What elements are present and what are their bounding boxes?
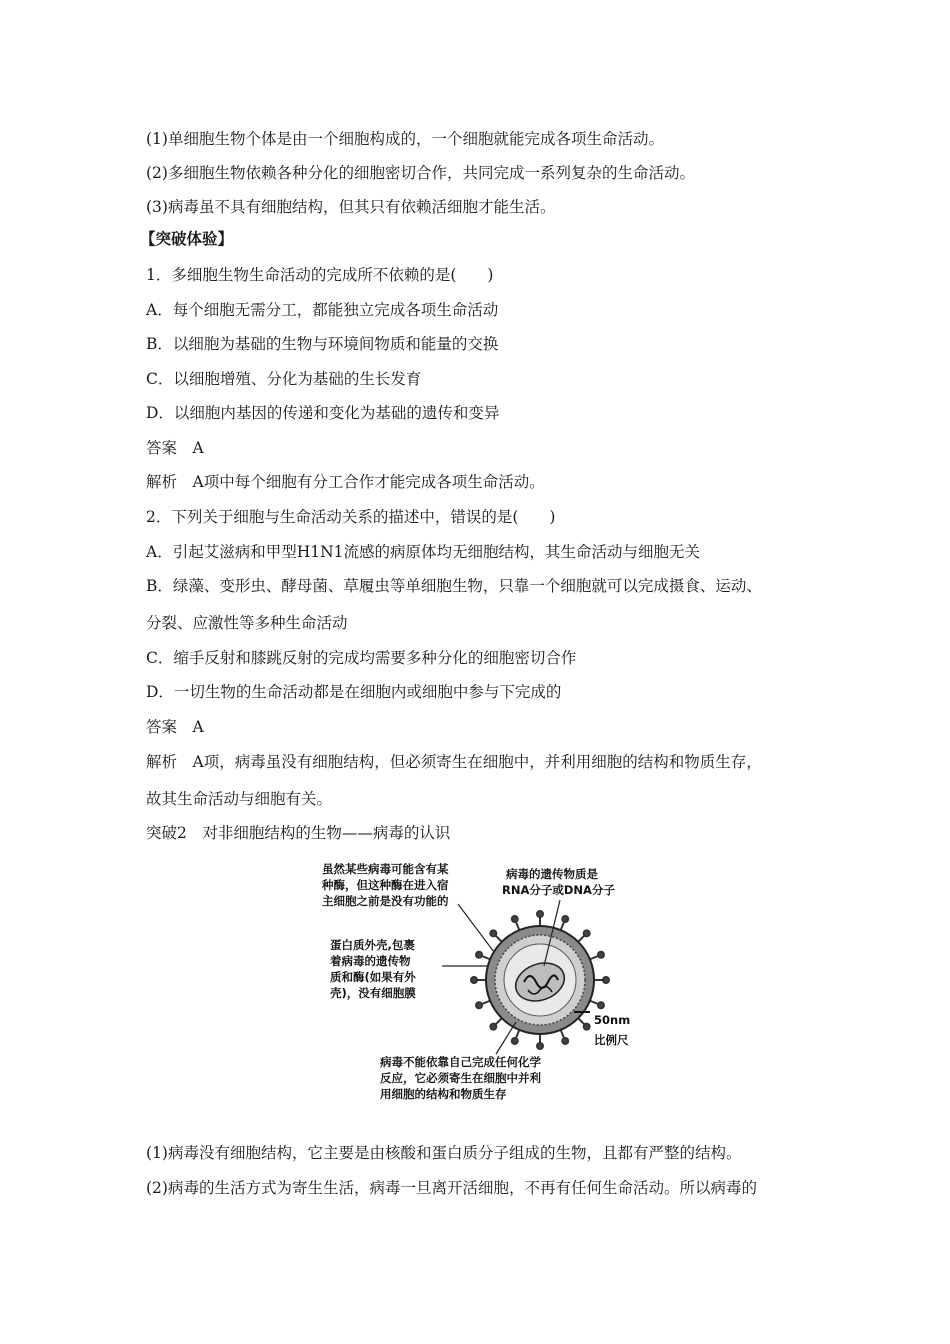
q1-analysis: 解析 A项中每个细胞有分工合作才能完成各项生命活动。	[146, 473, 545, 491]
spike-tip	[598, 1002, 604, 1008]
spike-tip	[603, 977, 609, 983]
summary-point-2: (2)多细胞生物依赖各种分化的细胞密切合作，共同完成一系列复杂的生命活动。	[146, 164, 695, 182]
label-enzyme-1: 虽然某些病毒可能含有某	[322, 862, 449, 876]
q2-stem: 2．下列关于细胞与生命活动关系的描述中，错误的是( )	[146, 508, 556, 526]
breakthrough-2-title: 突破2 对非细胞结构的生物——病毒的认识	[146, 824, 451, 842]
q1-option-a: A．每个细胞无需分工，都能独立完成各项生命活动	[146, 301, 499, 319]
virus-diagram-svg	[318, 856, 638, 1116]
spike-tip	[476, 952, 482, 958]
label-capsid-4: 壳)，没有细胞膜	[330, 986, 416, 1000]
scale-value: 50nm	[594, 1013, 631, 1027]
label-capsid-1: 蛋白质外壳,包裹	[330, 938, 415, 952]
q1-option-b: B．以细胞为基础的生物与环境间物质和能量的交换	[146, 335, 499, 353]
summary-point-3: (3)病毒虽不具有细胞结构，但其只有依赖活细胞才能生活。	[146, 198, 556, 216]
spike-tip	[537, 1043, 543, 1049]
virus-diagram	[318, 856, 638, 1116]
spike-tip	[512, 916, 518, 922]
spike-tip	[598, 952, 604, 958]
q1-answer: 答案 A	[146, 439, 204, 457]
label-enzyme-2: 种酶，但这种酶在进入宿	[322, 878, 449, 892]
q2-answer: 答案 A	[146, 718, 204, 736]
spike-tip	[584, 930, 590, 936]
spike-tip	[562, 916, 568, 922]
q2-analysis-2: 故其生命活动与细胞有关。	[146, 790, 333, 808]
label-capsid-2: 着病毒的遗传物	[330, 954, 411, 968]
spike-tip	[490, 930, 496, 936]
label-parasite-1: 病毒不能依靠自己完成任何化学	[380, 1055, 541, 1069]
spike-tip	[512, 1038, 518, 1044]
q2-option-b: B．绿藻、变形虫、酵母菌、草履虫等单细胞生物，只靠一个细胞就可以完成摄食、运动、	[146, 577, 762, 595]
q1-stem: 1．多细胞生物生命活动的完成所不依赖的是( )	[146, 266, 494, 284]
q2-option-c: C．缩手反射和膝跳反射的完成均需要多种分化的细胞密切合作	[146, 649, 577, 667]
label-capsid-3: 质和酶(如果有外	[330, 970, 416, 984]
label-genetic-1: 病毒的遗传物质是	[506, 867, 598, 881]
q1-option-c: C．以细胞增殖、分化为基础的生长发育	[146, 370, 422, 388]
label-enzyme-3: 主细胞之前是没有功能的	[322, 894, 449, 908]
virus-point-2: (2)病毒的生活方式为寄生生活，病毒一旦离开活细胞，不再有任何生命活动。所以病毒的	[146, 1179, 757, 1197]
scale-label: 比例尺	[594, 1033, 629, 1047]
spike-tip	[537, 911, 543, 917]
virus-point-1: (1)病毒没有细胞结构，它主要是由核酸和蛋白质分子组成的生物，且都有严整的结构。	[146, 1144, 742, 1162]
label-parasite-3: 用细胞的结构和物质生存	[380, 1087, 507, 1101]
spike-tip	[476, 1002, 482, 1008]
q2-option-d: D．一切生物的生命活动都是在细胞内或细胞中参与下完成的	[146, 683, 562, 701]
leader-enzyme	[458, 904, 494, 952]
q1-option-d: D．以细胞内基因的传递和变化为基础的遗传和变异	[146, 404, 500, 422]
spike-tip	[584, 1024, 590, 1030]
spike-tip	[471, 977, 477, 983]
q2-analysis-1: 解析 A项，病毒虽没有细胞结构，但必须寄生在细胞中，并利用细胞的结构和物质生存，	[146, 753, 762, 771]
q2-option-a: A．引起艾滋病和甲型H1N1流感的病原体均无细胞结构，其生命活动与细胞无关	[146, 543, 700, 561]
q2-option-b-cont: 分裂、应激性等多种生命活动	[146, 614, 348, 632]
section-heading: 【突破体验】	[140, 229, 234, 248]
label-parasite-2: 反应，它必须寄生在细胞中并利	[380, 1071, 541, 1085]
summary-point-1: (1)单细胞生物个体是由一个细胞构成的，一个细胞就能完成各项生命活动。	[146, 130, 664, 148]
spike-tip	[490, 1024, 496, 1030]
spike-tip	[562, 1038, 568, 1044]
label-genetic-2: RNA分子或DNA分子	[502, 883, 615, 897]
